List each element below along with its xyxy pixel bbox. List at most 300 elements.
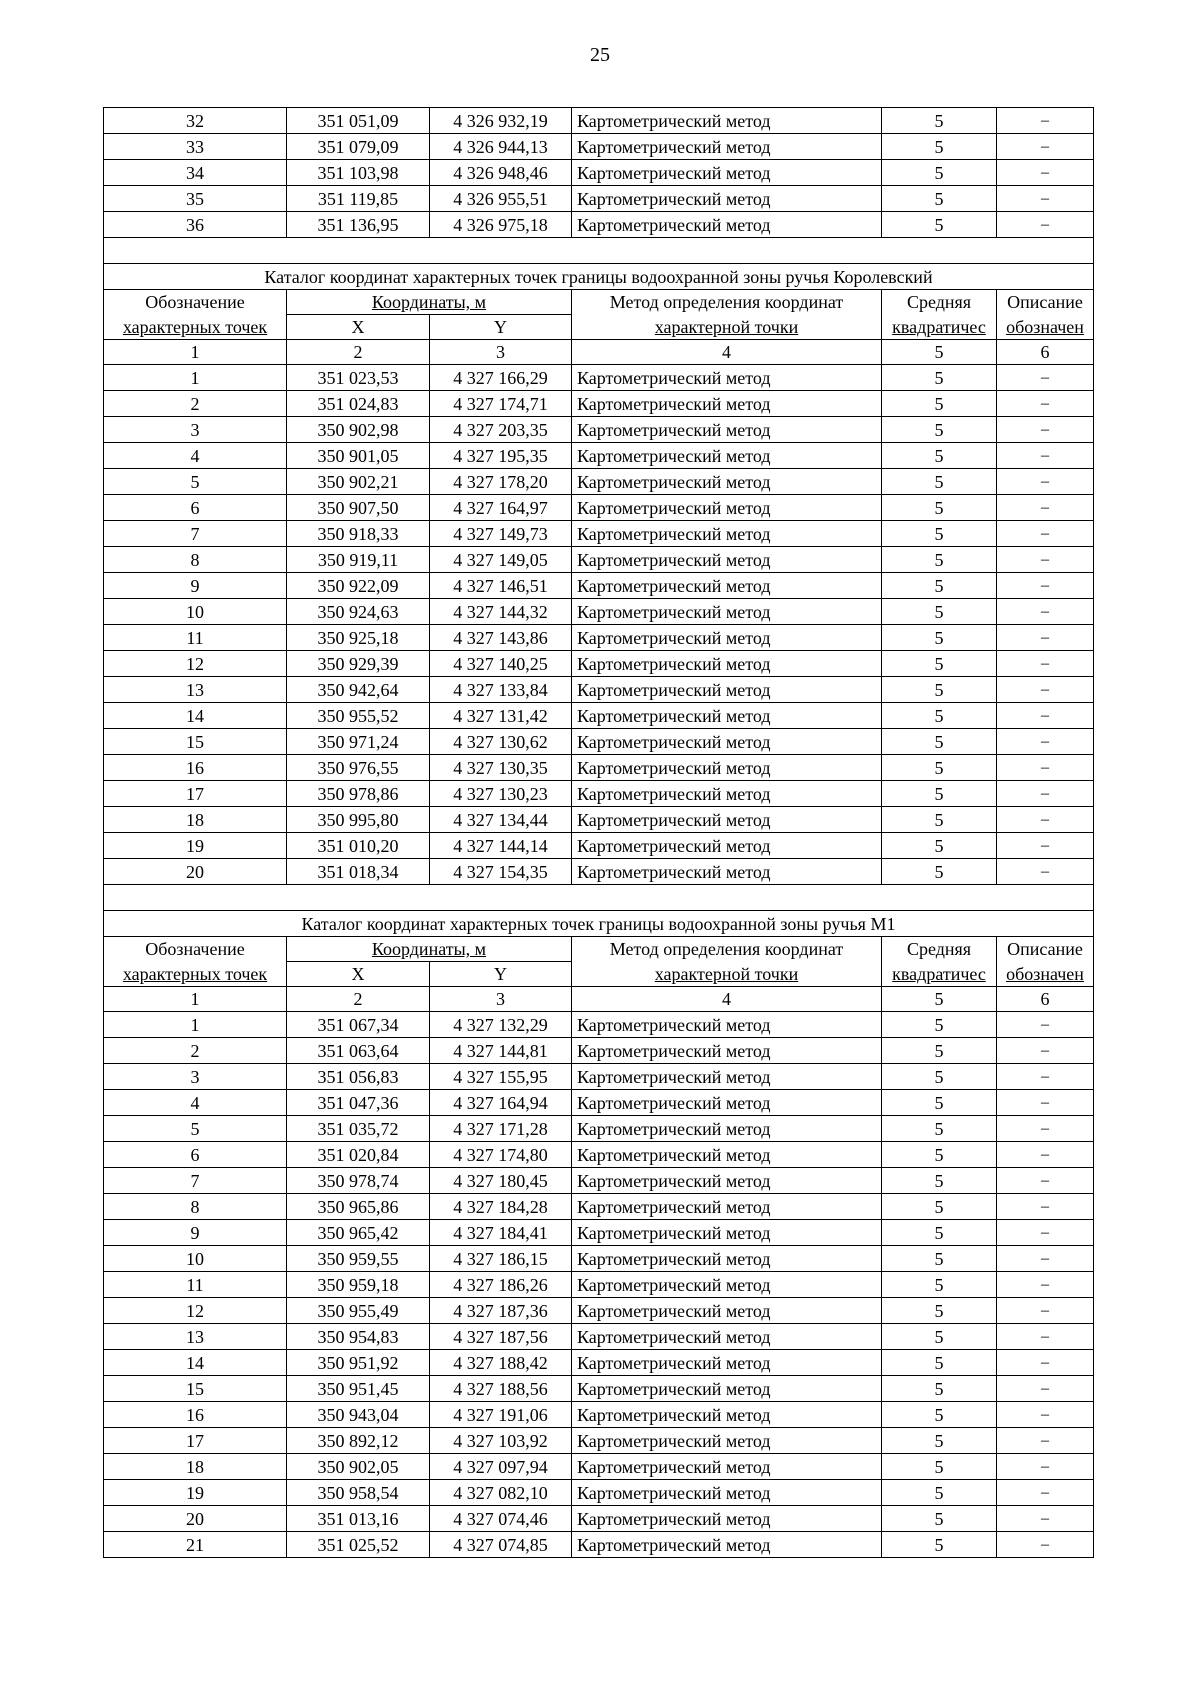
point-number-cell: 3 [104,417,287,443]
table-row [104,599,1094,625]
point-number-cell: 11 [104,1272,287,1298]
method-cell: Картометрический метод [572,1324,882,1350]
method-cell: Картометрический метод [572,1038,882,1064]
method-cell: Картометрический метод [572,1220,882,1246]
method-cell: Картометрический метод [572,1376,882,1402]
method-cell: Картометрический метод [572,521,882,547]
table-row [104,443,1094,469]
description-cell: – [997,212,1094,238]
point-number-cell: 33 [104,134,287,160]
precision-cell: 5 [882,186,997,212]
description-cell: – [997,443,1094,469]
section-title-row [104,911,1094,937]
x-coordinate-cell: 350 978,74 [287,1168,430,1194]
table-row [104,859,1094,885]
header-x: X [287,962,430,987]
method-cell: Картометрический метод [572,1090,882,1116]
method-cell: Картометрический метод [572,807,882,833]
y-coordinate-cell: 4 327 144,32 [430,599,572,625]
method-cell: Картометрический метод [572,729,882,755]
description-cell: – [997,1194,1094,1220]
precision-cell: 5 [882,651,997,677]
method-cell: Картометрический метод [572,625,882,651]
method-cell: Картометрический метод [572,1272,882,1298]
precision-cell: 5 [882,443,997,469]
precision-cell: 5 [882,1220,997,1246]
table-row [104,160,1094,186]
section-title: Каталог координат характерных точек границы водоохранной зоны ручья Королевский [104,264,1094,290]
table-row [104,134,1094,160]
x-coordinate-cell: 350 929,39 [287,651,430,677]
table-row [104,781,1094,807]
method-cell: Картометрический метод [572,160,882,186]
precision-cell: 5 [882,677,997,703]
table-row [104,495,1094,521]
table-row [104,521,1094,547]
x-coordinate-cell: 350 902,98 [287,417,430,443]
precision-cell: 5 [882,160,997,186]
y-coordinate-cell: 4 327 203,35 [430,417,572,443]
x-coordinate-cell: 350 918,33 [287,521,430,547]
table-row [104,1064,1094,1090]
description-cell: – [997,859,1094,885]
column-number-row [104,340,1094,365]
x-coordinate-cell: 350 922,09 [287,573,430,599]
y-coordinate-cell: 4 327 186,15 [430,1246,572,1272]
description-cell: – [997,495,1094,521]
y-coordinate-cell: 4 327 149,73 [430,521,572,547]
point-number-cell: 2 [104,1038,287,1064]
precision-cell: 5 [882,1272,997,1298]
precision-cell: 5 [882,108,997,134]
table-row [104,755,1094,781]
method-cell: Картометрический метод [572,1350,882,1376]
y-coordinate-cell: 4 327 131,42 [430,703,572,729]
x-coordinate-cell: 351 020,84 [287,1142,430,1168]
table-row [104,729,1094,755]
y-coordinate-cell: 4 327 074,46 [430,1506,572,1532]
point-number-cell: 6 [104,1142,287,1168]
method-cell: Картометрический метод [572,1142,882,1168]
table-row [104,1480,1094,1506]
x-coordinate-cell: 351 018,34 [287,859,430,885]
column-number-cell: 2 [287,987,430,1012]
precision-cell: 5 [882,134,997,160]
precision-cell: 5 [882,495,997,521]
method-cell: Картометрический метод [572,677,882,703]
point-number-cell: 7 [104,521,287,547]
y-coordinate-cell: 4 327 188,56 [430,1376,572,1402]
point-number-cell: 4 [104,1090,287,1116]
method-cell: Картометрический метод [572,134,882,160]
y-coordinate-cell: 4 327 191,06 [430,1402,572,1428]
description-cell: – [997,651,1094,677]
method-cell: Картометрический метод [572,1298,882,1324]
y-coordinate-cell: 4 327 171,28 [430,1116,572,1142]
point-number-cell: 19 [104,833,287,859]
method-cell: Картометрический метод [572,1012,882,1038]
description-cell: – [997,417,1094,443]
description-cell: – [997,1376,1094,1402]
method-cell: Картометрический метод [572,1532,882,1558]
point-number-cell: 18 [104,807,287,833]
column-number-cell: 6 [997,340,1094,365]
column-number-cell: 4 [572,340,882,365]
y-coordinate-cell: 4 327 187,36 [430,1298,572,1324]
point-number-cell: 7 [104,1168,287,1194]
header-row [104,937,1094,962]
precision-cell: 5 [882,1194,997,1220]
header-precision: Средняя [882,290,997,315]
point-number-cell: 17 [104,1428,287,1454]
point-number-cell: 3 [104,1064,287,1090]
precision-cell: 5 [882,1142,997,1168]
method-cell: Картометрический метод [572,1116,882,1142]
header-x: X [287,315,430,340]
method-cell: Картометрический метод [572,443,882,469]
point-number-cell: 20 [104,859,287,885]
precision-cell: 5 [882,807,997,833]
description-cell: – [997,1480,1094,1506]
y-coordinate-cell: 4 327 174,80 [430,1142,572,1168]
point-number-cell: 12 [104,651,287,677]
table-row [104,1194,1094,1220]
y-coordinate-cell: 4 327 184,41 [430,1220,572,1246]
description-cell: – [997,1038,1094,1064]
column-number-cell: 2 [287,340,430,365]
y-coordinate-cell: 4 327 186,26 [430,1272,572,1298]
point-number-cell: 20 [104,1506,287,1532]
precision-cell: 5 [882,833,997,859]
x-coordinate-cell: 350 919,11 [287,547,430,573]
table-row [104,1168,1094,1194]
table-row [104,1298,1094,1324]
description-cell: – [997,807,1094,833]
description-cell: – [997,469,1094,495]
x-coordinate-cell: 350 951,45 [287,1376,430,1402]
y-coordinate-cell: 4 326 932,19 [430,108,572,134]
x-coordinate-cell: 350 995,80 [287,807,430,833]
table-row [104,1272,1094,1298]
x-coordinate-cell: 350 959,55 [287,1246,430,1272]
x-coordinate-cell: 351 013,16 [287,1506,430,1532]
table-row [104,1012,1094,1038]
x-coordinate-cell: 351 025,52 [287,1532,430,1558]
method-cell: Картометрический метод [572,573,882,599]
table-row [104,391,1094,417]
header-method-cont: характерной точки [572,962,882,987]
table-row [104,469,1094,495]
header-description: Описание [997,937,1094,962]
method-cell: Картометрический метод [572,391,882,417]
header-precision-cont: квадратичес [882,315,997,340]
point-number-cell: 14 [104,1350,287,1376]
table-row [104,677,1094,703]
header-y: Y [430,315,572,340]
description-cell: – [997,703,1094,729]
description-cell: – [997,625,1094,651]
method-cell: Картометрический метод [572,1064,882,1090]
method-cell: Картометрический метод [572,417,882,443]
x-coordinate-cell: 351 119,85 [287,186,430,212]
y-coordinate-cell: 4 327 130,35 [430,755,572,781]
x-coordinate-cell: 350 942,64 [287,677,430,703]
method-cell: Картометрический метод [572,1194,882,1220]
header-row [104,290,1094,315]
y-coordinate-cell: 4 327 103,92 [430,1428,572,1454]
header-row [104,962,1094,987]
point-number-cell: 9 [104,1220,287,1246]
description-cell: – [997,521,1094,547]
method-cell: Картометрический метод [572,781,882,807]
precision-cell: 5 [882,729,997,755]
header-designation-cont: характерных точек [104,962,287,987]
method-cell: Картометрический метод [572,1454,882,1480]
x-coordinate-cell: 351 079,09 [287,134,430,160]
table-row [104,212,1094,238]
table-row [104,108,1094,134]
y-coordinate-cell: 4 327 143,86 [430,625,572,651]
method-cell: Картометрический метод [572,547,882,573]
header-coordinates: Координаты, м [287,290,572,315]
point-number-cell: 8 [104,547,287,573]
table-row [104,547,1094,573]
table-row [104,1376,1094,1402]
section-title: Каталог координат характерных точек границы водоохранной зоны ручья М1 [104,911,1094,937]
column-number-cell: 3 [430,340,572,365]
description-cell: – [997,1324,1094,1350]
point-number-cell: 4 [104,443,287,469]
precision-cell: 5 [882,1324,997,1350]
method-cell: Картометрический метод [572,859,882,885]
description-cell: – [997,1298,1094,1324]
y-coordinate-cell: 4 326 944,13 [430,134,572,160]
point-number-cell: 16 [104,755,287,781]
point-number-cell: 15 [104,729,287,755]
point-number-cell: 16 [104,1402,287,1428]
header-method-cont: характерной точки [572,315,882,340]
x-coordinate-cell: 351 056,83 [287,1064,430,1090]
x-coordinate-cell: 350 958,54 [287,1480,430,1506]
precision-cell: 5 [882,1506,997,1532]
y-coordinate-cell: 4 327 146,51 [430,573,572,599]
precision-cell: 5 [882,1012,997,1038]
x-coordinate-cell: 350 976,55 [287,755,430,781]
header-description-cont: обозначен [997,315,1094,340]
description-cell: – [997,1168,1094,1194]
table-row [104,1402,1094,1428]
header-row [104,315,1094,340]
description-cell: – [997,1090,1094,1116]
spacer-cell [104,885,1094,911]
y-coordinate-cell: 4 327 178,20 [430,469,572,495]
description-cell: – [997,1116,1094,1142]
y-coordinate-cell: 4 326 975,18 [430,212,572,238]
method-cell: Картометрический метод [572,703,882,729]
point-number-cell: 36 [104,212,287,238]
description-cell: – [997,781,1094,807]
method-cell: Картометрический метод [572,1506,882,1532]
description-cell: – [997,729,1094,755]
precision-cell: 5 [882,781,997,807]
description-cell: – [997,677,1094,703]
column-number-cell: 4 [572,987,882,1012]
method-cell: Картометрический метод [572,755,882,781]
description-cell: – [997,1350,1094,1376]
y-coordinate-cell: 4 327 144,81 [430,1038,572,1064]
column-number-row [104,987,1094,1012]
point-number-cell: 21 [104,1532,287,1558]
method-cell: Картометрический метод [572,495,882,521]
x-coordinate-cell: 350 907,50 [287,495,430,521]
page-number: 25 [590,44,610,66]
point-number-cell: 13 [104,677,287,703]
description-cell: – [997,1064,1094,1090]
precision-cell: 5 [882,1480,997,1506]
point-number-cell: 1 [104,365,287,391]
description-cell: – [997,1454,1094,1480]
column-number-cell: 5 [882,987,997,1012]
x-coordinate-cell: 351 067,34 [287,1012,430,1038]
table-row [104,1220,1094,1246]
precision-cell: 5 [882,1402,997,1428]
header-coordinates: Координаты, м [287,937,572,962]
precision-cell: 5 [882,573,997,599]
precision-cell: 5 [882,1298,997,1324]
section-title-row [104,264,1094,290]
column-number-cell: 1 [104,987,287,1012]
x-coordinate-cell: 351 047,36 [287,1090,430,1116]
table-row [104,1038,1094,1064]
method-cell: Картометрический метод [572,1480,882,1506]
precision-cell: 5 [882,755,997,781]
method-cell: Картометрический метод [572,1402,882,1428]
description-cell: – [997,599,1094,625]
point-number-cell: 15 [104,1376,287,1402]
precision-cell: 5 [882,625,997,651]
y-coordinate-cell: 4 327 184,28 [430,1194,572,1220]
point-number-cell: 19 [104,1480,287,1506]
precision-cell: 5 [882,1116,997,1142]
method-cell: Картометрический метод [572,1246,882,1272]
method-cell: Картометрический метод [572,1428,882,1454]
method-cell: Картометрический метод [572,212,882,238]
x-coordinate-cell: 350 901,05 [287,443,430,469]
header-description: Описание [997,290,1094,315]
y-coordinate-cell: 4 327 082,10 [430,1480,572,1506]
description-cell: – [997,547,1094,573]
precision-cell: 5 [882,1064,997,1090]
header-method: Метод определения координат [572,937,882,962]
y-coordinate-cell: 4 327 164,97 [430,495,572,521]
method-cell: Картометрический метод [572,651,882,677]
y-coordinate-cell: 4 327 074,85 [430,1532,572,1558]
precision-cell: 5 [882,417,997,443]
x-coordinate-cell: 351 024,83 [287,391,430,417]
table-row [104,573,1094,599]
y-coordinate-cell: 4 327 140,25 [430,651,572,677]
y-coordinate-cell: 4 327 133,84 [430,677,572,703]
point-number-cell: 32 [104,108,287,134]
table-row [104,1116,1094,1142]
precision-cell: 5 [882,547,997,573]
point-number-cell: 10 [104,599,287,625]
y-coordinate-cell: 4 327 188,42 [430,1350,572,1376]
x-coordinate-cell: 351 051,09 [287,108,430,134]
y-coordinate-cell: 4 327 166,29 [430,365,572,391]
x-coordinate-cell: 351 063,64 [287,1038,430,1064]
description-cell: – [997,108,1094,134]
table-row [104,625,1094,651]
method-cell: Картометрический метод [572,833,882,859]
point-number-cell: 13 [104,1324,287,1350]
header-designation: Обозначение [104,290,287,315]
description-cell: – [997,573,1094,599]
column-number-cell: 5 [882,340,997,365]
precision-cell: 5 [882,1246,997,1272]
precision-cell: 5 [882,365,997,391]
table-row [104,703,1094,729]
precision-cell: 5 [882,212,997,238]
point-number-cell: 17 [104,781,287,807]
spacer-cell [104,238,1094,264]
description-cell: – [997,1428,1094,1454]
y-coordinate-cell: 4 327 180,45 [430,1168,572,1194]
header-method: Метод определения координат [572,290,882,315]
x-coordinate-cell: 350 959,18 [287,1272,430,1298]
point-number-cell: 34 [104,160,287,186]
x-coordinate-cell: 350 978,86 [287,781,430,807]
method-cell: Картометрический метод [572,469,882,495]
description-cell: – [997,1246,1094,1272]
y-coordinate-cell: 4 327 187,56 [430,1324,572,1350]
column-number-cell: 6 [997,987,1094,1012]
header-y: Y [430,962,572,987]
point-number-cell: 5 [104,1116,287,1142]
method-cell: Картометрический метод [572,108,882,134]
description-cell: – [997,1532,1094,1558]
point-number-cell: 8 [104,1194,287,1220]
table-row [104,1506,1094,1532]
point-number-cell: 9 [104,573,287,599]
table-row [104,1090,1094,1116]
method-cell: Картометрический метод [572,365,882,391]
header-precision: Средняя [882,937,997,962]
precision-cell: 5 [882,703,997,729]
point-number-cell: 2 [104,391,287,417]
y-coordinate-cell: 4 327 149,05 [430,547,572,573]
y-coordinate-cell: 4 327 174,71 [430,391,572,417]
description-cell: – [997,833,1094,859]
table-row [104,1428,1094,1454]
method-cell: Картометрический метод [572,186,882,212]
table-row [104,1350,1094,1376]
x-coordinate-cell: 350 965,42 [287,1220,430,1246]
x-coordinate-cell: 350 892,12 [287,1428,430,1454]
precision-cell: 5 [882,521,997,547]
point-number-cell: 10 [104,1246,287,1272]
precision-cell: 5 [882,1428,997,1454]
header-designation: Обозначение [104,937,287,962]
y-coordinate-cell: 4 327 097,94 [430,1454,572,1480]
table-row [104,417,1094,443]
y-coordinate-cell: 4 327 144,14 [430,833,572,859]
x-coordinate-cell: 350 902,05 [287,1454,430,1480]
table-row [104,651,1094,677]
precision-cell: 5 [882,469,997,495]
x-coordinate-cell: 350 951,92 [287,1350,430,1376]
y-coordinate-cell: 4 327 195,35 [430,443,572,469]
